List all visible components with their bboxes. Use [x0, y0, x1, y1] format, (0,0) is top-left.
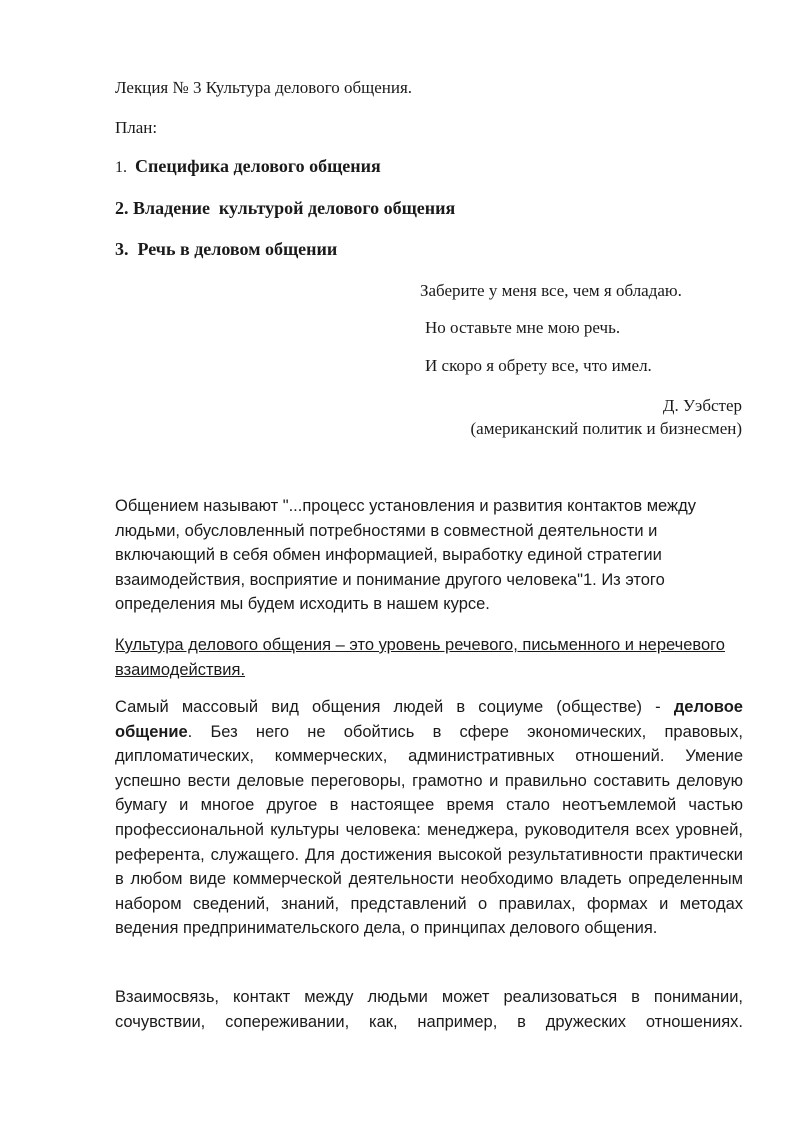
plan-item-text: Речь в деловом общении	[137, 239, 338, 259]
plan-item-number: 2.	[115, 198, 129, 218]
plan-item-1	[115, 156, 381, 177]
epigraph-author: Д. Уэбстер	[662, 396, 742, 415]
paragraph-interrelation: Взаимосвязь, контакт между людьми может реализоваться в понимании, сочувствии, сопереживании, как, например, в дружеских отношениях.	[115, 988, 743, 1031]
plan-item-text: Специфика делового общения	[135, 156, 381, 176]
plan-item-number: 1.	[115, 159, 127, 176]
paragraph-culture-definition: Культура делового общения – это уровень речевого, письменного и неречевого взаимодействия.	[115, 636, 725, 679]
plan-item-number: 3.	[115, 239, 129, 259]
epigraph-line-2: Но оставьте мне мою речь.	[425, 318, 621, 337]
epigraph-line-3: И скоро я обрету все, что имел.	[425, 356, 652, 375]
paragraph-definition: Общением называют "...процесс установления и развития контактов между людьми, обусловленный потребностями в совместной деятельности и включающий в себя обмен информацией, выработку единой стратегии взаимодействия, восприятие и понимание другого человека"1. Из этого определения мы будем исходить в нашем курсе.	[115, 497, 696, 614]
epigraph-line-1: Заберите у меня все, чем я обладаю.	[420, 281, 682, 300]
paragraph-bold-term: деловое общение	[115, 698, 743, 741]
paragraph-text: Самый массовый вид общения людей в социуме (обществе) -	[115, 698, 674, 716]
plan-label: План:	[115, 118, 158, 137]
lecture-title: Лекция № 3 Культура делового общения.	[115, 78, 413, 97]
epigraph-author-description: (американский политик и бизнесмен)	[470, 419, 742, 438]
plan-item-2	[115, 198, 455, 219]
paragraph-text: . Без него не обойтись в сфере экономических, правовых, дипломатических, коммерческих, административных отношений. Умение успешно вести деловые переговоры, грамотно и правильно составить деловую бумагу и многое другое в настоящее время стало неотъемлемой частью профессиональной культуры человека: менеджера, руководителя всех уровней, референта, служащего. Для достижения высокой результативности практически в любом виде коммерческой деятельности необходимо владеть определенным набором сведений, знаний, представлений о правилах, формах и методах ведения предпринимательского дела, о принципах делового общения.	[115, 722, 743, 938]
plan-item-3	[115, 239, 337, 260]
plan-item-text: Владение культурой делового общения	[133, 198, 456, 218]
paragraph-business-communication	[115, 695, 743, 941]
